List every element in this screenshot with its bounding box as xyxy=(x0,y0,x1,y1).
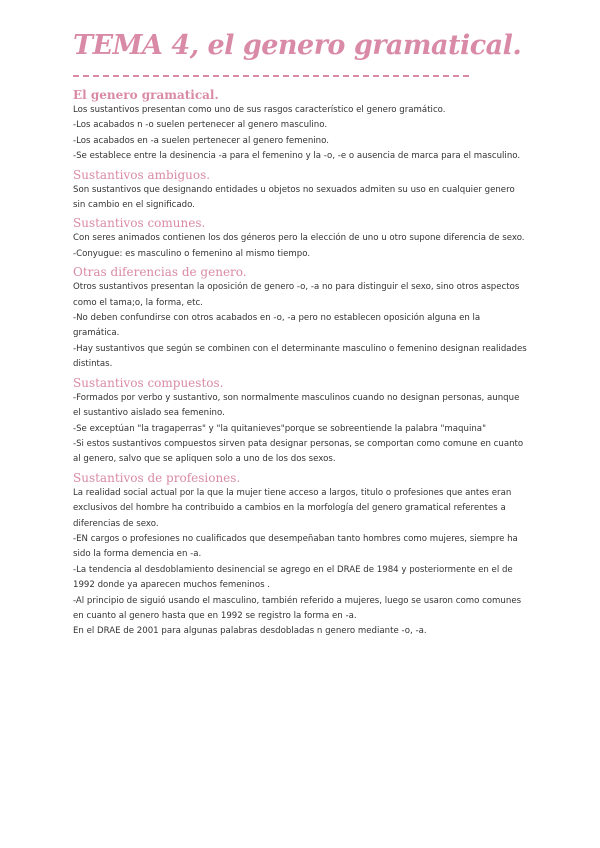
paragraph: La realidad social actual por la que la mujer tiene acceso a largos, titulo o profesiones que antes eran exclusivos del hombre ha contribuido a cambios en la morfología del genero gramatical referentes a diferencias de sexo. xyxy=(73,487,512,529)
section-heading: Sustantivos comunes. xyxy=(73,216,206,231)
section-sustantivos-ambiguos xyxy=(73,167,528,214)
paragraph: -Al principio de siguió usando el masculino, también referido a mujeres, luego se usaron como comunes en cuanto al genero hasta que en 1992 se registro la forma en -a. xyxy=(73,595,522,621)
paragraph: Otros sustantivos presentan la oposición de genero -o, -a no para distinguir el sexo, sino otros aspectos como el tama;o, la forma, etc. xyxy=(73,282,520,308)
section-genero-gramatical xyxy=(73,87,528,165)
title-divider xyxy=(73,75,469,77)
paragraph: Son sustantivos que designando entidades u objetos no sexuados admiten su uso en cualquier genero sin cambio en el significado. xyxy=(73,184,515,211)
paragraph: -EN cargos o profesiones no cualificados que desempeñaban tanto hombres como mujeres, siempre ha sido la forma demencia en -a. xyxy=(73,533,518,560)
paragraph: -No deben confundirse con otros acabados en -o, -a pero no establecen oposición alguna en la gramática. xyxy=(73,313,481,339)
section-otras-diferencias xyxy=(73,264,528,372)
section-sustantivos-comunes xyxy=(73,215,528,262)
paragraph: Con seres animados contienen los dos géneros pero la elección de uno u otro supone diferencia de sexo. xyxy=(73,233,525,244)
section-sustantivos-profesiones xyxy=(73,470,528,640)
paragraph: En el DRAE de 2001 para algunas palabras desdobladas n genero mediante -o, -a. xyxy=(73,626,427,637)
section-heading: Otras diferencias de genero. xyxy=(73,265,247,280)
section-heading: El genero gramatical. xyxy=(73,88,219,102)
section-sustantivos-compuestos xyxy=(73,375,528,468)
paragraph: -La tendencia al desdoblamiento desinencial se agrego en el DRAE de 1984 y posteriormente en el de 1992 donde ya aparecen muchos femeninos . xyxy=(73,564,513,591)
paragraph: -Los acabados en -a suelen pertenecer al genero femenino. xyxy=(73,135,329,146)
paragraph: -Se exceptúan "la tragaperras" y "la quitanieves"porque se sobreentiende la palabra "maquina" xyxy=(73,423,487,434)
section-heading: Sustantivos ambiguos. xyxy=(73,167,211,182)
section-heading: Sustantivos de profesiones. xyxy=(73,470,241,485)
paragraph: -Si estos sustantivos compuestos sirven pata designar personas, se comportan como comune en cuanto al genero, salvo que se apliquen solo a uno de los dos sexos. xyxy=(73,438,524,465)
paragraph: -Se establece entre la desinencia -a para el femenino y la -o, -e o ausencia de marca para el masculino. xyxy=(73,151,521,162)
paragraph: -Formados por verbo y sustantivo, son normalmente masculinos cuando no designan personas, aunque el sustantivo aislado sea femenino. xyxy=(73,392,520,419)
paragraph: Los sustantivos presentan como uno de sus rasgos característico el genero gramático. xyxy=(73,105,446,115)
page-title: TEMA 4, el genero gramatical. xyxy=(73,30,522,61)
document-body xyxy=(73,85,528,640)
section-heading: Sustantivos compuestos. xyxy=(73,375,224,390)
paragraph: -Conyugue: es masculino o femenino al mismo tiempo. xyxy=(73,248,311,259)
paragraph: -Hay sustantivos que según se combinen con el determinante masculino o femenino designan realidades distintas. xyxy=(73,343,527,370)
paragraph: -Los acabados n -o suelen pertenecer al genero masculino. xyxy=(73,120,328,131)
